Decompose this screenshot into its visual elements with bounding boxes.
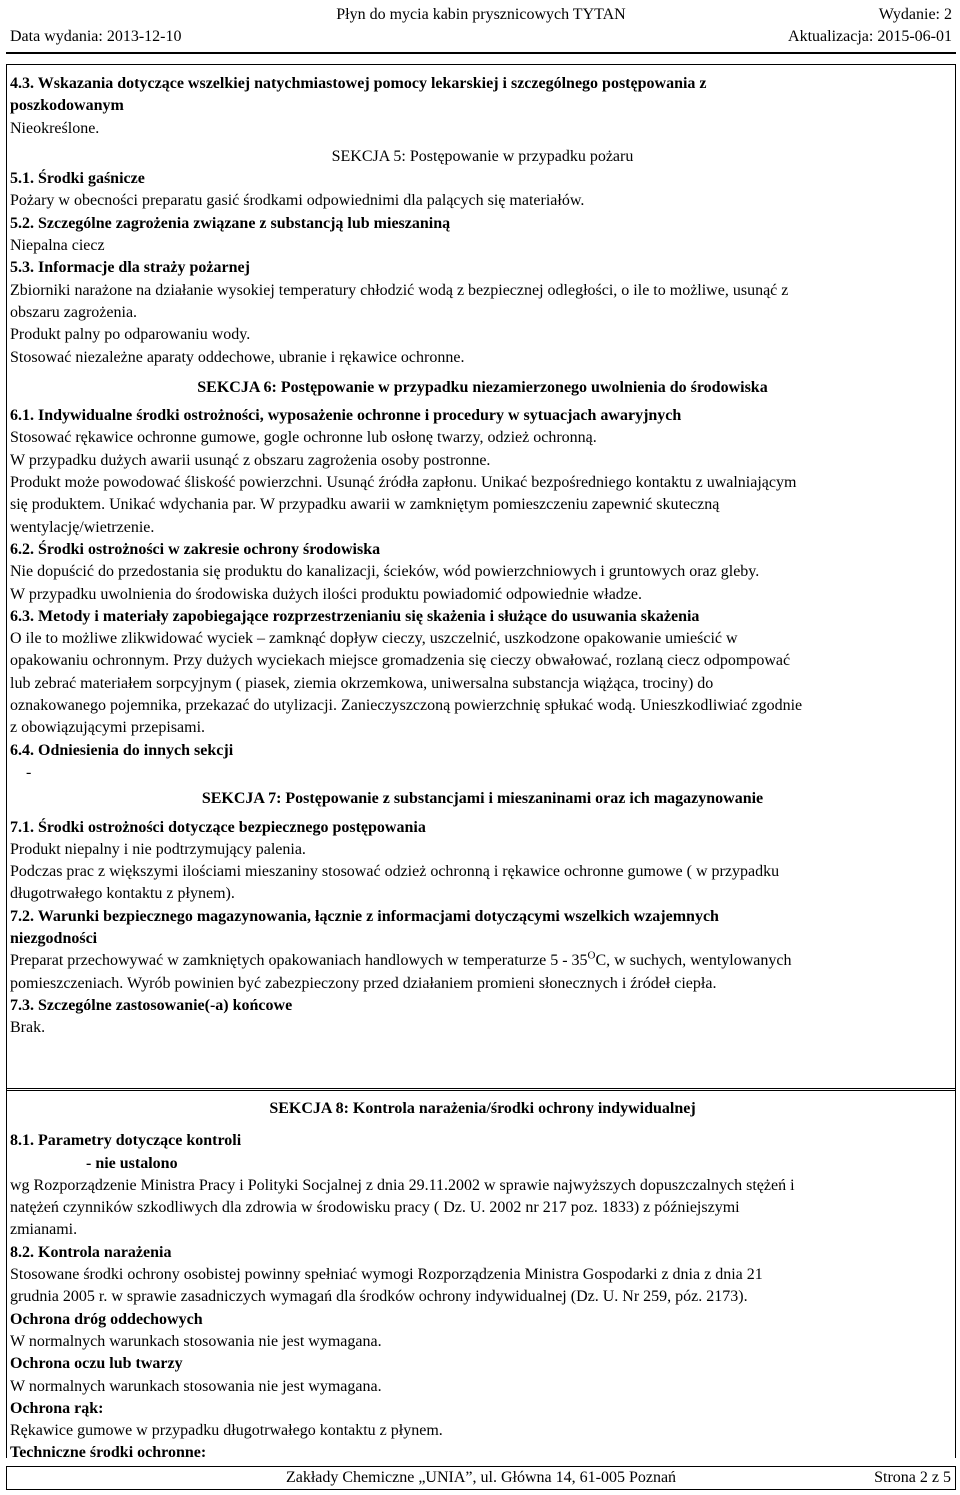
- edition: Wydanie: 2: [878, 6, 952, 23]
- s6-3-text-3: lub zebrać materiałem sorpcyjnym ( piasek, ziemia okrzemkowa, uniwersalna substancja wiążąca, trociny) do: [10, 674, 714, 692]
- header-row-1: [6, 4, 956, 26]
- product-name: Płyn do mycia kabin prysznicowych TYTAN: [336, 6, 626, 23]
- section-7-heading: SEKCJA 7: Postępowanie z substancjami i mieszaninami oraz ich magazynowanie: [201, 790, 764, 808]
- s6-3-text-1: O ile to możliwe zlikwidować wyciek – zamknąć dopływ cieczy, uszczelnić, uszkodzone opakowanie umieścić w: [10, 630, 738, 648]
- s5-3-text-4: Stosować niezależne aparaty oddechowe, ubranie i rękawice ochronne.: [10, 348, 465, 366]
- s8-1-not-set: [10, 1153, 955, 1175]
- s7-3-title: 7.3. Szczególne zastosowanie(-a) końcowe: [10, 996, 293, 1014]
- s7-1-text-3: długotrwałego kontaktu z płynem).: [10, 885, 235, 903]
- s6-3-text-2: opakowaniu ochronnym. Przy dużych wyciekach miejsce gromadzenia się cieczy obwałować, rozlaną ciecz odpompować: [10, 652, 791, 670]
- s6-3-title: 6.3. Metody i materiały zapobiegające rozprzestrzenianiu się skażenia i służące do usuwania skażenia: [10, 607, 700, 625]
- technical-measures-title: Techniczne środki ochronne:: [10, 1444, 207, 1462]
- s7-1-title: 7.1. Środki ostrożności dotyczące bezpiecznego postępowania: [10, 818, 426, 836]
- s5-2-text: Niepalna ciecz: [10, 237, 105, 255]
- hand-protection-title: Ochrona rąk:: [10, 1399, 104, 1417]
- s7-2-text-1: [10, 950, 955, 972]
- s8-1-text-3: zmianami.: [10, 1221, 78, 1239]
- section-8-heading: SEKCJA 8: Kontrola narażenia/środki ochrony indywidualnej: [269, 1100, 696, 1117]
- s7-2-text-1b: C, w suchych, wentylowanych: [595, 952, 792, 970]
- s7-1-text-2: Podczas prac z większymi ilościami mieszaniny stosować odzież ochronną i rękawice ochronne gumowe ( w przypadku: [10, 863, 780, 881]
- s7-3-text: Brak.: [10, 1019, 46, 1037]
- page-footer: [6, 1466, 956, 1490]
- s6-2-text-1: Nie dopuścić do przedostania się produktu do kanalizacji, ścieków, wód powierzchniowych i gruntowych oraz gleby.: [10, 563, 760, 581]
- page-number: Strona 2 z 5: [874, 1469, 951, 1486]
- s7-1-text-1: Produkt niepalny i nie podtrzymujący palenia.: [10, 840, 306, 858]
- section-5-heading: SEKCJA 5: Postępowanie w przypadku pożaru: [331, 147, 634, 165]
- s8-1-title: 8.1. Parametry dotyczące kontroli: [10, 1132, 242, 1150]
- s8-1-not-set-text: - nie ustalono: [86, 1154, 178, 1172]
- s4-3-title: 4.3. Wskazania dotyczące wszelkiej natychmiastowej pomocy lekarskiej i szczególnego postępowania z: [10, 75, 707, 92]
- degree-sup: O: [587, 949, 596, 962]
- s5-3-text-3: Produkt palny po odparowaniu wody.: [10, 326, 251, 344]
- respiratory-protection-title: Ochrona dróg oddechowych: [10, 1310, 203, 1328]
- update-date: Aktualizacja: 2015-06-01: [788, 28, 952, 45]
- s5-1-text: Pożary w obecności preparatu gasić środkami odpowiednimi dla palących się materiałów.: [10, 192, 585, 210]
- s6-1-text-1: Stosować rękawice ochronne gumowe, gogle ochronne lub osłonę twarzy, odzież ochronną.: [10, 429, 597, 447]
- s6-1-text-5: wentylację/wietrzenie.: [10, 518, 155, 536]
- s6-1-text-4: się produktem. Unikać wdychania par. W przypadku awarii w zamkniętym pomieszczeniu zapewnić skuteczną: [10, 496, 720, 514]
- s6-3-text-4: oznakowanego pojemnika, przekazać do utylizacji. Zanieczyszczoną powierzchnię spłukać wodą. Unieszkodliwiać zgodnie: [10, 697, 803, 715]
- s6-1-title: 6.1. Indywidualne środki ostrożności, wyposażenie ochronne i procedury w sytuacjach awaryjnych: [10, 407, 682, 425]
- s6-2-text-2: W przypadku uwolnienia do środowiska dużych ilości produktu powiadomić odpowiednie władze.: [10, 585, 643, 603]
- s6-4-text: -: [26, 763, 32, 781]
- s6-1-text-3: Produkt może powodować śliskość powierzchni. Usunąć źródła zapłonu. Unikać bezpośredniego kontaktu z uwalniającym: [10, 474, 797, 492]
- respiratory-protection-text: W normalnych warunkach stosowania nie jest wymagana.: [10, 1332, 382, 1350]
- s7-2-text-1a: Preparat przechowywać w zamkniętych opakowaniach handlowych w temperaturze 5 - 35: [10, 952, 588, 970]
- s6-4-title: 6.4. Odniesienia do innych sekcji: [10, 741, 234, 759]
- header-row-2: [6, 26, 956, 48]
- s5-3-title: 5.3. Informacje dla straży pożarnej: [10, 259, 250, 277]
- eye-protection-text: W normalnych warunkach stosowania nie jest wymagana.: [10, 1377, 382, 1395]
- s5-3-text-1: Zbiorniki narażone na działanie wysokiej temperatury chłodzić wodą z bezpiecznej odległości, o ile to możliwe, usunąć z: [10, 281, 789, 299]
- s4-3-text: Nieokreślone.: [10, 119, 100, 137]
- s8-2-text-2: grudnia 2005 r. w sprawie zasadniczych wymagań dla środków ochrony indywidualnej (Dz. U. Nr 259, póz. 2173).: [10, 1288, 748, 1306]
- s5-2-title: 5.2. Szczególne zagrożenia związane z substancją lub mieszaniną: [10, 214, 451, 232]
- s8-2-title: 8.2. Kontrola narażenia: [10, 1243, 172, 1261]
- s7-2-title-cont: niezgodności: [10, 929, 98, 947]
- s8-1-text-1: wg Rozporządzenie Ministra Pracy i Polityki Socjalnej z dnia 29.11.2002 w sprawie najwyższych dopuszczalnych stężeń i: [10, 1176, 795, 1194]
- s8-1-text-2: natężeń czynników szkodliwych dla zdrowia w środowisku pracy ( Dz. U. 2002 nr 217 poz. 1833) z późniejszymi: [10, 1199, 740, 1217]
- eye-protection-title: Ochrona oczu lub twarzy: [10, 1355, 183, 1373]
- s5-1-title: 5.1. Środki gaśnicze: [10, 170, 145, 188]
- s7-2-title: 7.2. Warunki bezpiecznego magazynowania, łącznie z informacjami dotyczącymi wszelkich wzajemnych: [10, 907, 719, 925]
- s6-2-title: 6.2. Środki ostrożności w zakresie ochrony środowiska: [10, 540, 381, 558]
- issue-date: Data wydania: 2013-12-10: [10, 28, 182, 45]
- header-divider: [6, 52, 956, 54]
- s5-3-text-2: obszaru zagrożenia.: [10, 303, 138, 321]
- page-header: [6, 4, 956, 50]
- s6-1-text-2: W przypadku dużych awarii usunąć z obszaru zagrożenia osoby postronne.: [10, 451, 491, 469]
- s6-3-text-5: z obowiązującymi przepisami.: [10, 719, 206, 737]
- s7-2-text-2: pomieszczeniach. Wyrób powinien być zabezpieczony przed działaniem promieni słonecznych i źródeł ciepła.: [10, 974, 717, 992]
- company-address: Zakłady Chemiczne „UNIA”, ul. Główna 14, 61-005 Poznań: [285, 1469, 677, 1486]
- s8-2-text-1: Stosowane środki ochrony osobistej powinny spełniać wymogi Rozporządzenia Ministra Gospodarki z dnia z dnia 21: [10, 1266, 763, 1284]
- section-6-heading: SEKCJA 6: Postępowanie w przypadku niezamierzonego uwolnienia do środowiska: [197, 378, 768, 396]
- hand-protection-text: Rękawice gumowe w przypadku długotrwałego kontaktu z płynem.: [10, 1422, 443, 1440]
- content-box-1: [6, 64, 956, 1091]
- content-box-2: [6, 1088, 956, 1462]
- s4-3-title-cont: poszkodowanym: [10, 97, 124, 115]
